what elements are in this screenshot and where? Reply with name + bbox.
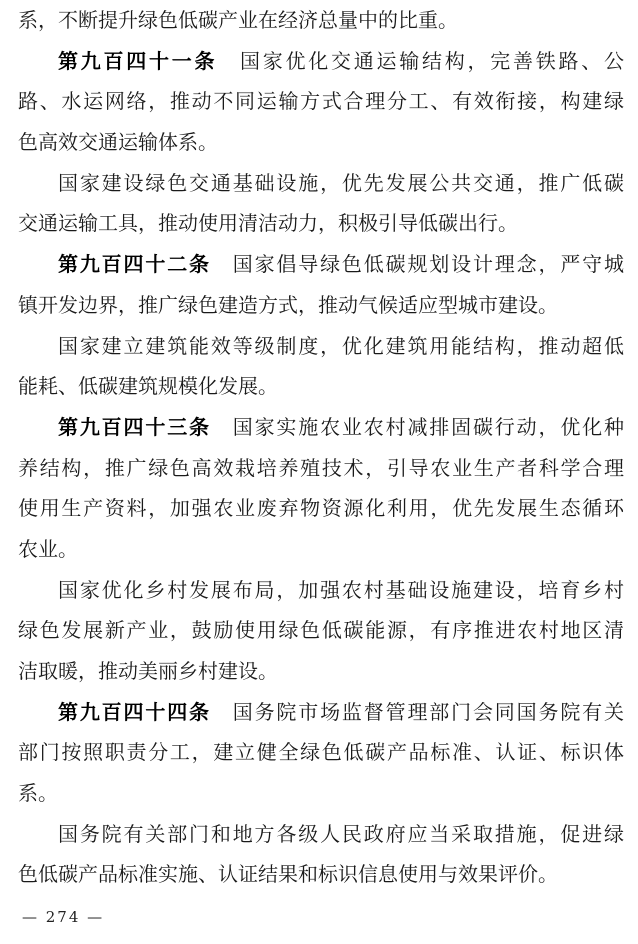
text-line xyxy=(18,854,624,895)
article-number: 第九百四十四条 xyxy=(58,699,211,724)
line-text: 国家倡导绿色低碳规划设计理念，严守城 xyxy=(210,252,625,277)
text-line xyxy=(18,366,624,407)
text-line xyxy=(18,651,624,692)
page-number: — 274 — xyxy=(22,908,105,926)
line-text: 色低碳产品标准实施、认证结果和标识信息使用与效果评价。 xyxy=(18,862,558,887)
line-text: 国家优化乡村发展布局，加强农村基础设施建设，培育乡村 xyxy=(58,577,624,602)
line-text: 国务院有关部门和地方各级人民政府应当采取措施，促进绿 xyxy=(58,821,624,846)
document-body xyxy=(18,0,624,895)
article-number: 第九百四十一条 xyxy=(58,48,218,73)
line-text: 使用生产资料，加强农业废弃物资源化利用，优先发展生态循环 xyxy=(18,496,624,521)
text-line xyxy=(18,244,624,285)
line-text: 镇开发边界，推广绿色建造方式，推动气候适应型城市建设。 xyxy=(18,292,558,317)
text-line xyxy=(18,814,624,855)
text-line xyxy=(18,122,624,163)
line-text: 部门按照职责分工，建立健全绿色低碳产品标准、认证、标识体 xyxy=(18,740,624,765)
line-text: 国家建立建筑能效等级制度，优化建筑用能结构，推动超低 xyxy=(58,333,624,358)
line-text: 色高效交通运输体系。 xyxy=(18,130,218,155)
text-line xyxy=(18,163,624,204)
text-line xyxy=(18,732,624,773)
line-text: 国家建设绿色交通基础设施，优先发展公共交通，推广低碳 xyxy=(58,170,624,195)
line-text: 国务院市场监督管理部门会同国务院有关 xyxy=(210,699,625,724)
text-line xyxy=(18,41,624,82)
text-line xyxy=(18,773,624,814)
line-text: 国家优化交通运输结构，完善铁路、公 xyxy=(217,48,624,73)
text-line xyxy=(18,448,624,489)
text-line xyxy=(18,0,624,41)
text-line xyxy=(18,203,624,244)
text-line xyxy=(18,81,624,122)
text-line xyxy=(18,610,624,651)
text-line xyxy=(18,529,624,570)
line-text: 系。 xyxy=(18,781,58,806)
article-number: 第九百四十二条 xyxy=(58,252,211,277)
text-line xyxy=(18,488,624,529)
text-line xyxy=(18,570,624,611)
text-line xyxy=(18,326,624,367)
line-text: 绿色发展新产业，鼓励使用绿色低碳能源，有序推进农村地区清 xyxy=(18,618,624,643)
line-text: 交通运输工具，推动使用清洁动力，积极引导低碳出行。 xyxy=(18,211,518,236)
text-line xyxy=(18,407,624,448)
line-text: 洁取暖，推动美丽乡村建设。 xyxy=(18,659,278,683)
line-text: 系，不断提升绿色低碳产业在经济总量中的比重。 xyxy=(18,8,458,32)
line-text: 能耗、低碳建筑规模化发展。 xyxy=(18,374,278,399)
article-number: 第九百四十三条 xyxy=(58,414,211,439)
text-line xyxy=(18,692,624,733)
line-text: 养结构，推广绿色高效栽培养殖技术，引导农业生产者科学合理 xyxy=(18,455,624,480)
line-text: 国家实施农业农村减排固碳行动，优化种 xyxy=(210,414,625,439)
text-line xyxy=(18,285,624,326)
line-text: 农业。 xyxy=(18,536,78,561)
line-text: 路、水运网络，推动不同运输方式合理分工、有效衔接，构建绿 xyxy=(18,89,624,114)
